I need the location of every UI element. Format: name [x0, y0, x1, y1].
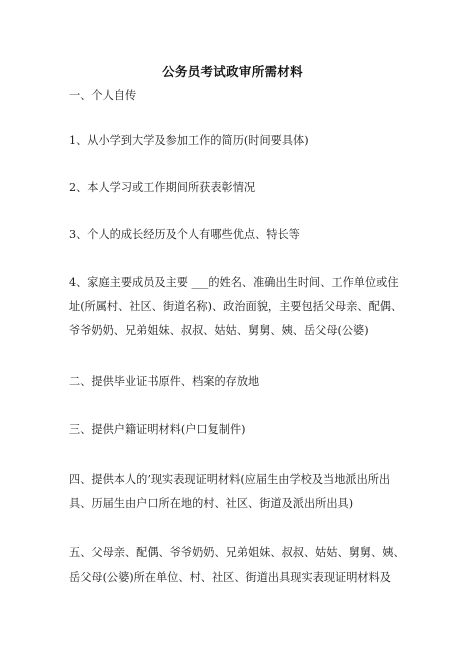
paragraph-item-4-line-3: 爷爷奶奶、兄弟姐妹、叔叔、姑姑、舅舅、姨、岳父母(公婆) [69, 324, 369, 337]
paragraph-item-4-line-1: 4、家庭主要成员及主要 ___的姓名、准确出生时间、工作单位或住 [69, 276, 399, 289]
section-heading-3: 三、提供户籍证明材料(户口复制件) [69, 423, 246, 436]
document-title: 公务员考试政审所需材料 [162, 64, 303, 79]
section-heading-4-line-2: 具、历届生由户口所在地的村、社区、街道及派出所出具) [69, 497, 354, 510]
paragraph-item-1: 1、从小学到大学及参加工作的简历(时间要具体) [69, 134, 309, 147]
section-heading-2: 二、提供毕业证书原件、档案的存放地 [69, 375, 260, 388]
section-heading-5-line-2: 岳父母(公婆)所在单位、村、社区、街道出具现实表现证明材料及 [69, 571, 391, 584]
section-heading-5-line-1: 五、父母亲、配偶、爷爷奶奶、兄弟姐妹、叔叔、姑姑、舅舅、姨、 [69, 546, 405, 559]
paragraph-item-4-line-2: 址(所属村、社区、街道名称)、政治面貌，主要包括父母亲、配偶、 [69, 300, 403, 313]
section-heading-1: 一、个人自传 [69, 89, 137, 102]
paragraph-item-3: 3、个人的成长经历及个人有哪些优点、特长等 [69, 228, 300, 241]
section-heading-4-line-1: 四、提供本人的’现实表现证明材料(应届生由学校及当地派出所出 [69, 473, 391, 486]
paragraph-item-2: 2、本人学习或工作期间所获表彰情况 [69, 181, 256, 194]
